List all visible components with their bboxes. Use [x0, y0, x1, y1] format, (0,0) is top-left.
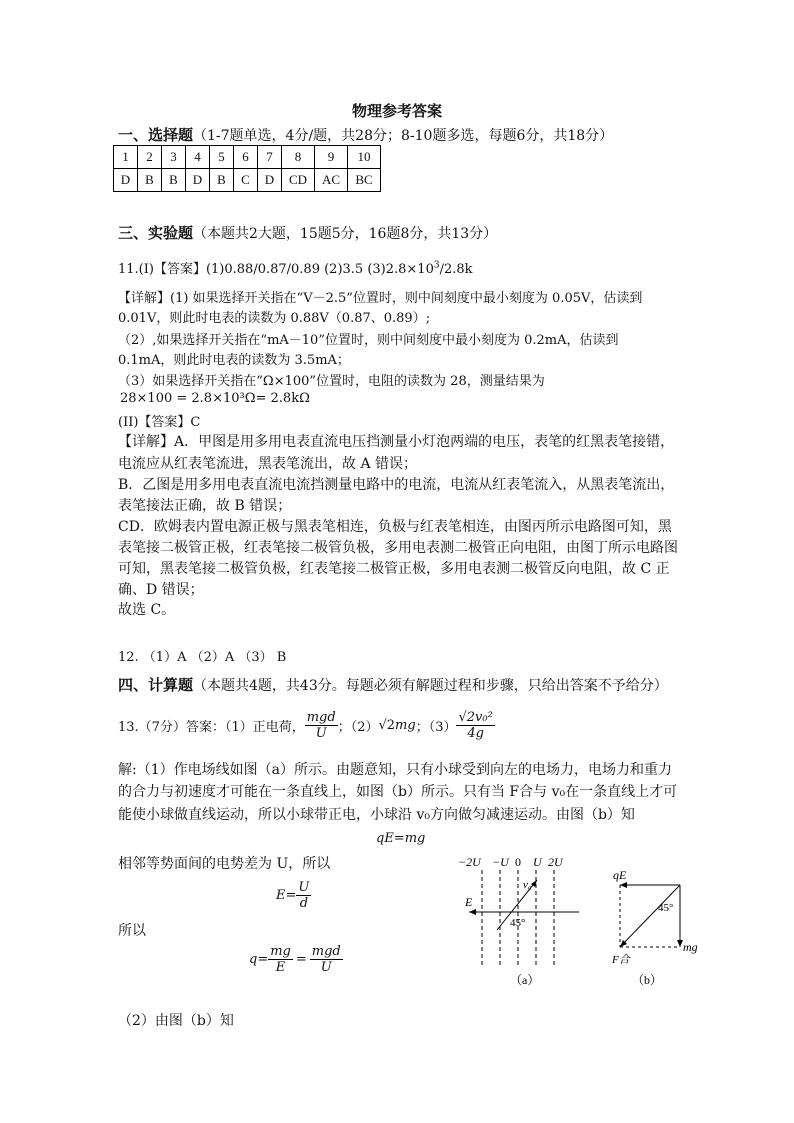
part2-detail-line: 故选 C。 [118, 602, 176, 618]
eq-q-fraction-1 [268, 944, 293, 975]
fig-b-qE: qE [613, 868, 627, 882]
fig-a-label: −2U [458, 855, 481, 869]
table-cell: D [114, 169, 138, 192]
equation-qE: qE=mg [376, 831, 426, 846]
table-cell: 8 [282, 146, 315, 169]
fig-a-label: 0 [515, 855, 521, 869]
part2-detail-line: 表笔接二极管正极，红表笔接二极管负极，多用电表测二极管正向电阻，由图丁所示电路图 [118, 540, 678, 556]
q13-prefix: 13.（7分）答案：（1）正电荷， [118, 719, 305, 735]
detail2-c: 0.1mA，则此时电表的读数为 3.5mA； [118, 353, 350, 368]
solution-line: 解:（1）作电场线如图（a）所示。由题意知，只有小球受到向左的电场力，电场力和重力 [118, 762, 672, 778]
table-cell: CD [282, 169, 315, 192]
part2-answer: (II)【答案】C [118, 415, 201, 430]
fig-a-angle: 45° [510, 917, 526, 929]
section4-title: 四、计算题 [118, 676, 194, 694]
table-cell: 10 [348, 146, 381, 169]
table-cell: D [258, 169, 282, 192]
detail1-c: 0.01V，则此时电表的读数为 0.88V（0.87、0.89）; [118, 311, 431, 326]
eq-q-den1: E [275, 960, 286, 975]
q11-answer-line [118, 258, 473, 277]
section3-desc: （本题共2大题，15题5分，16题8分，共13分） [193, 226, 498, 242]
q13-fraction-1 [305, 710, 338, 741]
fig-a-caption: （a） [510, 973, 540, 987]
table-cell: C [234, 169, 258, 192]
table-cell: 1 [114, 146, 138, 169]
detail1-a: 【详解】(1) 如果选择开关指在“ [118, 291, 304, 306]
q13-f1-num: mgd [306, 709, 336, 725]
answer-table-row-answers [114, 169, 381, 192]
part2-detail-line: B．乙图是用多用电表直流电流挡测量电路中的电流，电流从红表笔流入，从黑表笔流出， [118, 477, 675, 493]
q13-f3-den: 4g [467, 725, 484, 741]
detail1-line [118, 287, 642, 306]
detail2-symbol: mA－10 [267, 333, 319, 348]
eq-E-fraction [296, 880, 311, 911]
section1-title: 一、选择题 [118, 126, 194, 144]
figure-a [455, 850, 590, 990]
table-cell: B [162, 169, 186, 192]
q11-sup: 3 [433, 260, 440, 271]
q13-answer-line [118, 703, 495, 747]
eq-E-left: E= [276, 888, 297, 903]
section3-title: 三、实验题 [118, 224, 194, 242]
figure-b [610, 865, 710, 990]
suoyi: 所以 [118, 923, 146, 939]
q13-sqrt: √2 [378, 717, 396, 733]
q13-fraction-3 [456, 710, 494, 741]
solution-line: 的合力与初速度才可能在一条直线上，如图（b）所示。只有当 F合与 v₀在一条直线上才可 [118, 784, 678, 800]
table-cell: 6 [234, 146, 258, 169]
F-vector [620, 885, 680, 947]
table-cell: 2 [138, 146, 162, 169]
q11-exp: 2.8×10 [385, 262, 434, 277]
fig-a-label: U [533, 855, 542, 869]
fig-b-F: F合 [612, 954, 630, 966]
q13-f1-den: U [315, 725, 327, 741]
answer-table-row-numbers [114, 146, 381, 169]
fig-a-v0: v₀ [523, 879, 532, 891]
q13-mg: mg [395, 717, 416, 733]
part2-detail-line: 表笔接法正确，故 B 错误； [118, 498, 292, 514]
section3-heading [118, 222, 497, 243]
section4-heading [118, 674, 668, 695]
section4-desc: （本题共4题，共43分。每题必须有解题过程和步骤，只给出答案不予给分） [193, 678, 668, 694]
fig-a-label: 2U [548, 855, 563, 869]
section1-desc: （1-7题单选，4分/题，共28分；8-10题多选，每题6分，共18分） [193, 128, 614, 144]
answer-table [113, 145, 381, 192]
q13-mid2: ；（3） [415, 719, 457, 735]
equation-q [249, 944, 343, 975]
table-cell: AC [315, 169, 348, 192]
fig-b-angle: 45° [658, 902, 674, 914]
field-arrowhead [469, 909, 476, 915]
potential-line: 相邻等势面间的电势差为 U，所以 [118, 856, 331, 872]
eq-q-den2: U [320, 960, 332, 975]
eq-q-equals: = [295, 952, 307, 967]
eq-E-den: d [299, 896, 309, 911]
detail3: （3）如果选择开关指在“Ω×100”位置时，电阻的读数为 28，测量结果为 [118, 374, 545, 389]
detail2-a: （2）,如果选择开关指在“ [118, 333, 268, 348]
table-cell: D [186, 169, 210, 192]
table-cell: 7 [258, 146, 282, 169]
detail1-b: ”位置时，则中间刻度中最小刻度为 0.05V，估读到 [346, 291, 643, 306]
qE-arrowhead [620, 882, 627, 888]
part2-detail-line: 【详解】A．甲图是用多用电表直流电压挡测量小灯泡两端的电压，表笔的红黑表笔接错， [118, 434, 675, 450]
part2-detail-line: 可知，黑表笔接二极管负极，红表笔接二极管正极，多用电表测二极管反向电阻，故 C 正 [118, 561, 670, 577]
part2-detail-line: 确、D 错误； [118, 582, 204, 598]
detail3-formula: 28×100 = 2.8×10³Ω= 2.8kΩ [120, 391, 310, 406]
table-cell: 4 [186, 146, 210, 169]
table-cell: 3 [162, 146, 186, 169]
section1-heading [118, 124, 613, 145]
table-cell: B [138, 169, 162, 192]
part2-line: （2）由图（b）知 [118, 1013, 234, 1029]
table-cell: 5 [210, 146, 234, 169]
q12-answer: 12. （1）A （2）A （3） B [118, 650, 287, 665]
solution-line: 能使小球做直线运动，所以小球带正电，小球沿 v₀方向做匀减速运动。由图（b）知 [118, 807, 635, 823]
eq-q-num1: mg [270, 944, 291, 959]
fig-a-label: −U [492, 855, 509, 869]
equation-E [276, 880, 311, 911]
page-title: 物理参考答案 [352, 102, 443, 120]
q13-mid: ；（2） [337, 719, 379, 735]
detail2-b: ”位置时，则中间刻度中最小刻度为 0.2mA，估读到 [318, 333, 619, 348]
eq-q-fraction-2 [310, 944, 343, 975]
q11-tail: /2.8k [439, 262, 473, 277]
table-cell: 9 [315, 146, 348, 169]
q13-f3-num: √2v₀² [458, 709, 493, 725]
eq-E-num: U [298, 880, 310, 895]
table-cell: B [210, 169, 234, 192]
detail2-line [118, 329, 619, 348]
fig-b-mg: mg [683, 940, 698, 954]
detail1-symbol: V－2.5 [303, 291, 347, 306]
part2-detail-line: 电流应从红表笔流进，黑表笔流出，故 A 错误； [118, 456, 418, 472]
part2-detail-line: CD．欧姆表内置电源正极与黑表笔相连，负极与红表笔相连，由图丙所示电路图可知，黑 [118, 519, 672, 535]
q11-answer-text: 11.(I)【答案】(1)0.88/0.87/0.89 (2)3.5 (3) [118, 262, 386, 277]
fig-b-caption: （b） [632, 973, 663, 987]
fig-a-E: E [465, 895, 473, 909]
eq-q-num2: mgd [311, 944, 341, 959]
table-cell: BC [348, 169, 381, 192]
eq-q-left: q= [249, 952, 269, 967]
